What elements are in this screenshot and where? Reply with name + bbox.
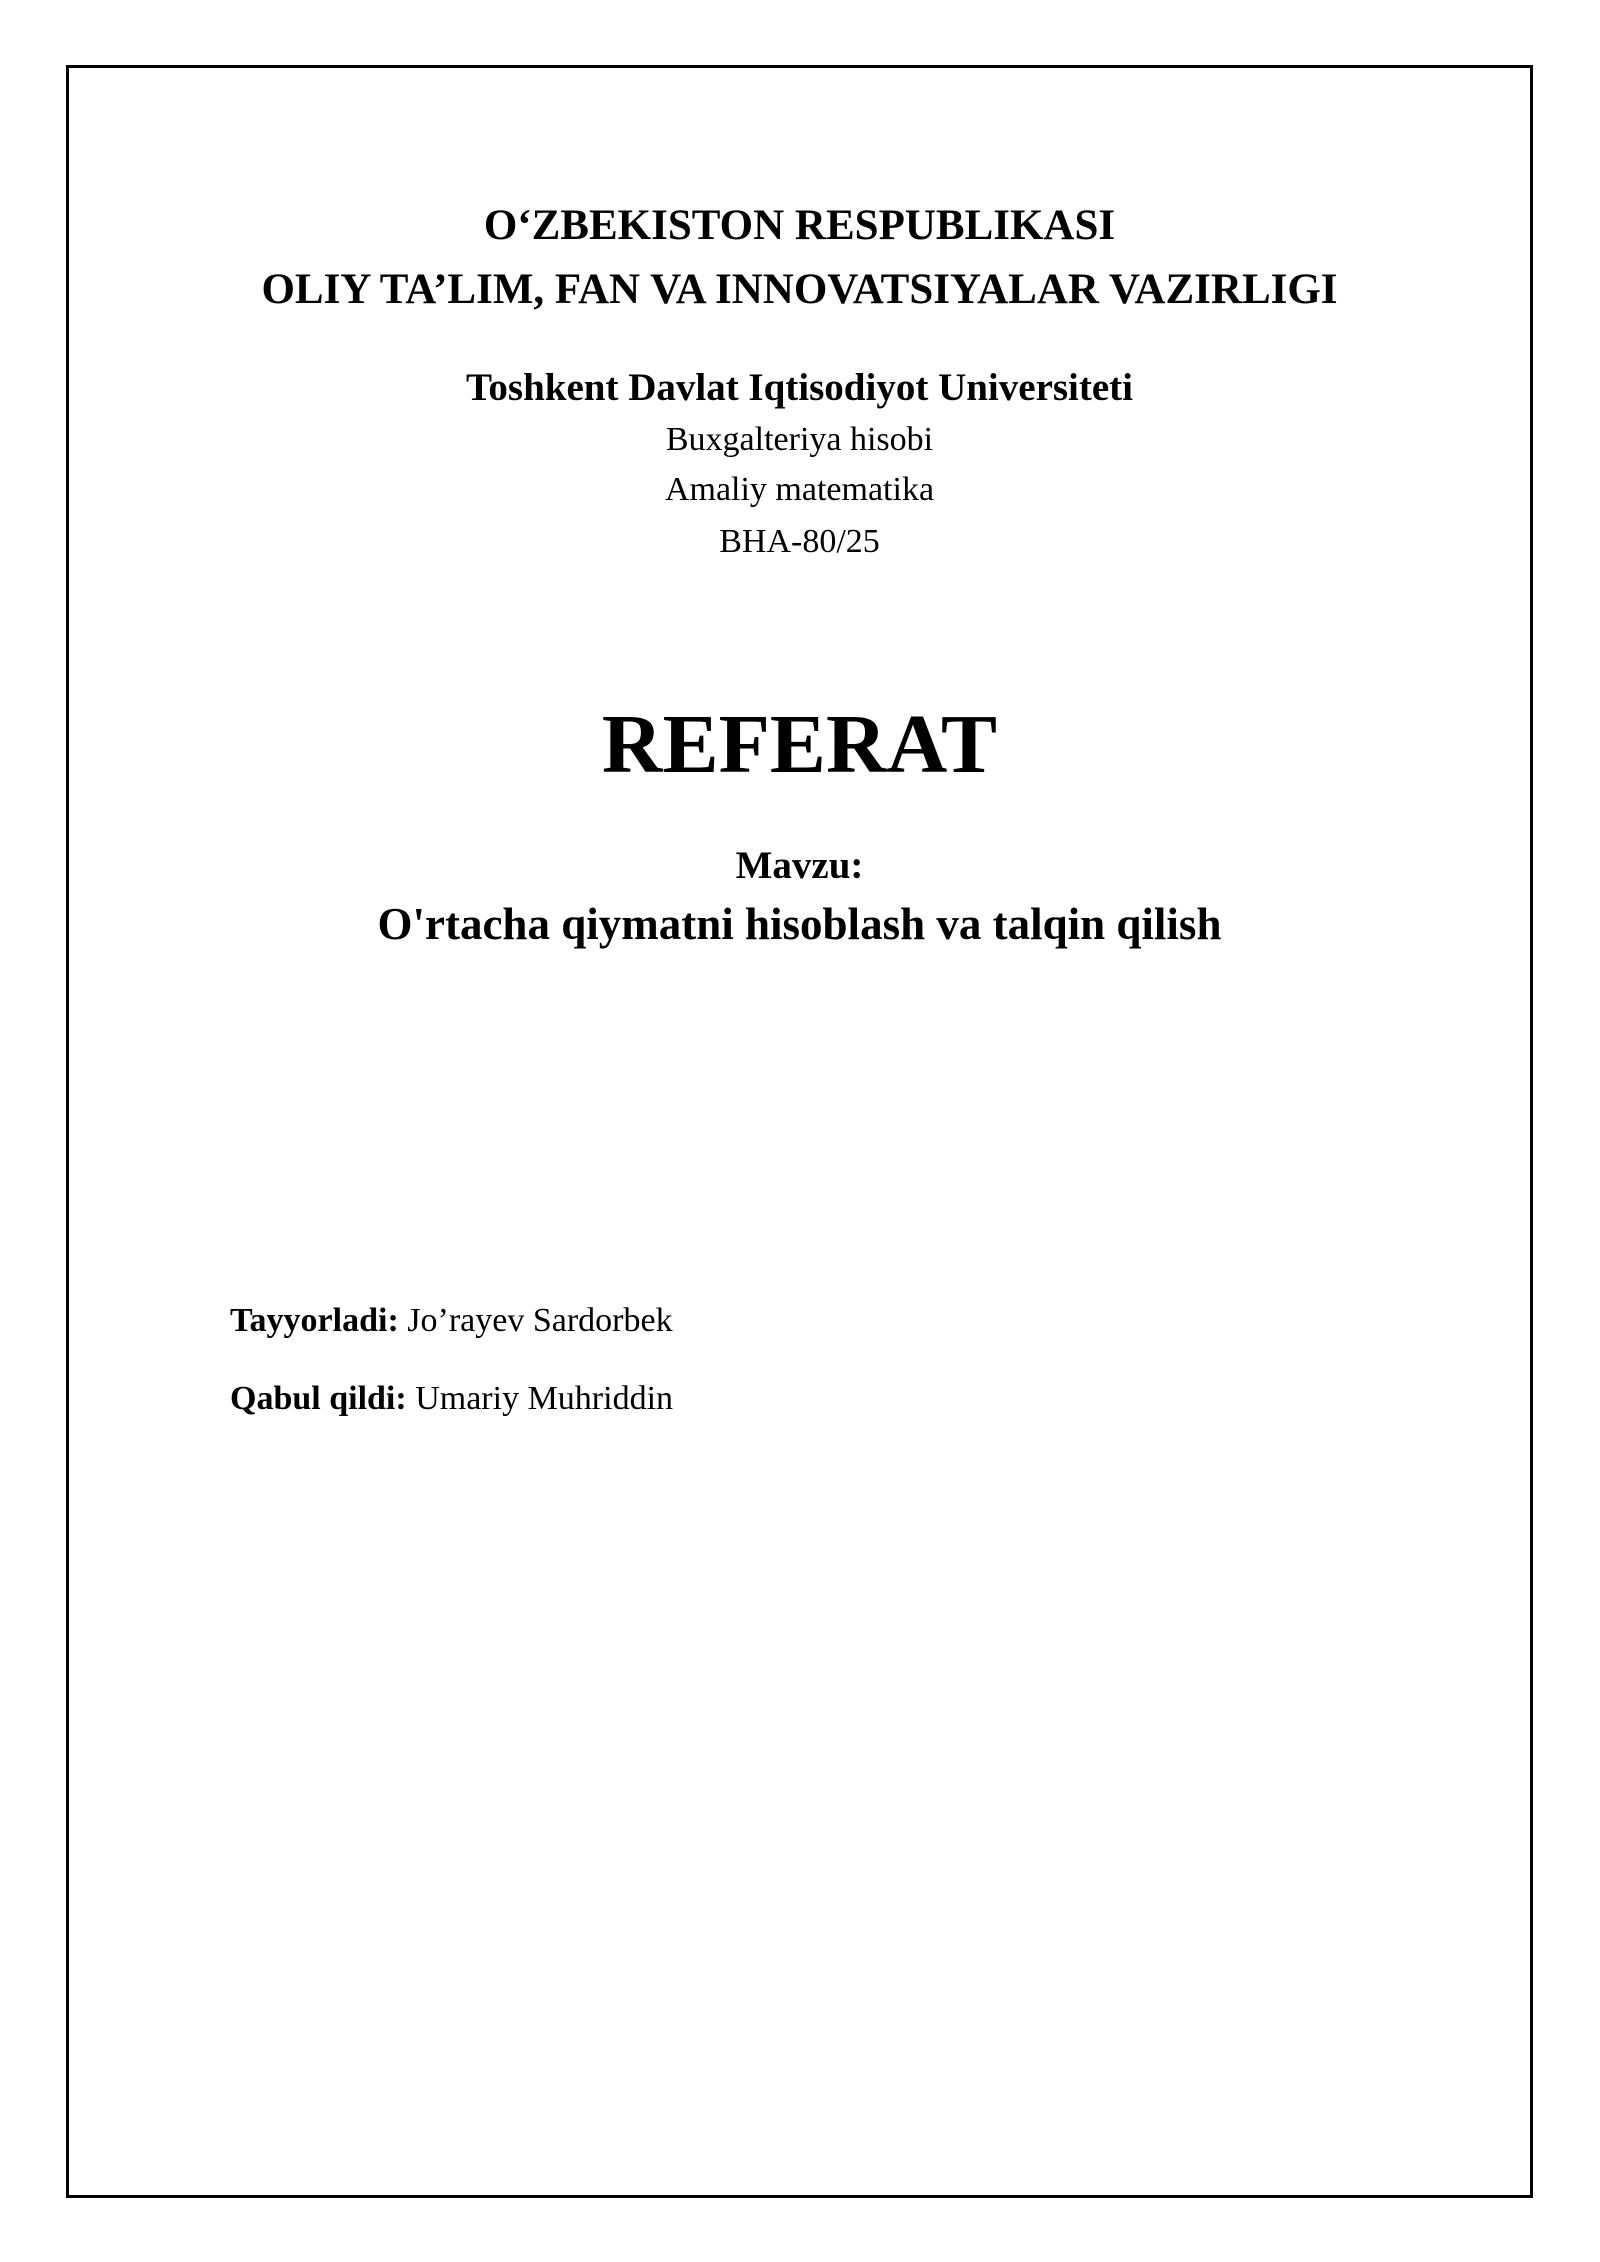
prepared-by-line [230,1304,673,1338]
prepared-by-label: Tayyorladi: [230,1302,399,1339]
accepted-by-label: Qabul qildi: [230,1380,407,1417]
faculty-name: Buxgalteriya hisobi [665,421,934,458]
speciality-name: Amaliy matematika [664,471,935,508]
ministry-line-1: O‘ZBEKISTON RESPUBLIKASI [483,202,1116,249]
prepared-by-name: Jo’rayev Sardorbek [407,1302,673,1339]
topic-title: O'rtacha qiymatni hisoblash va talqin qilish [377,899,1222,949]
document-title: REFERAT [601,698,998,791]
ministry-line-2: OLIY TA’LIM, FAN VA INNOVATSIYALAR VAZIRLIGI [261,266,1338,313]
university-name: Toshkent Davlat Iqtisodiyot Universiteti [465,366,1134,409]
accepted-by-line [230,1382,673,1416]
accepted-by-name: Umariy Muhriddin [415,1380,674,1417]
topic-label: Mavzu: [735,844,864,887]
group-code: BHA-80/25 [719,523,880,560]
